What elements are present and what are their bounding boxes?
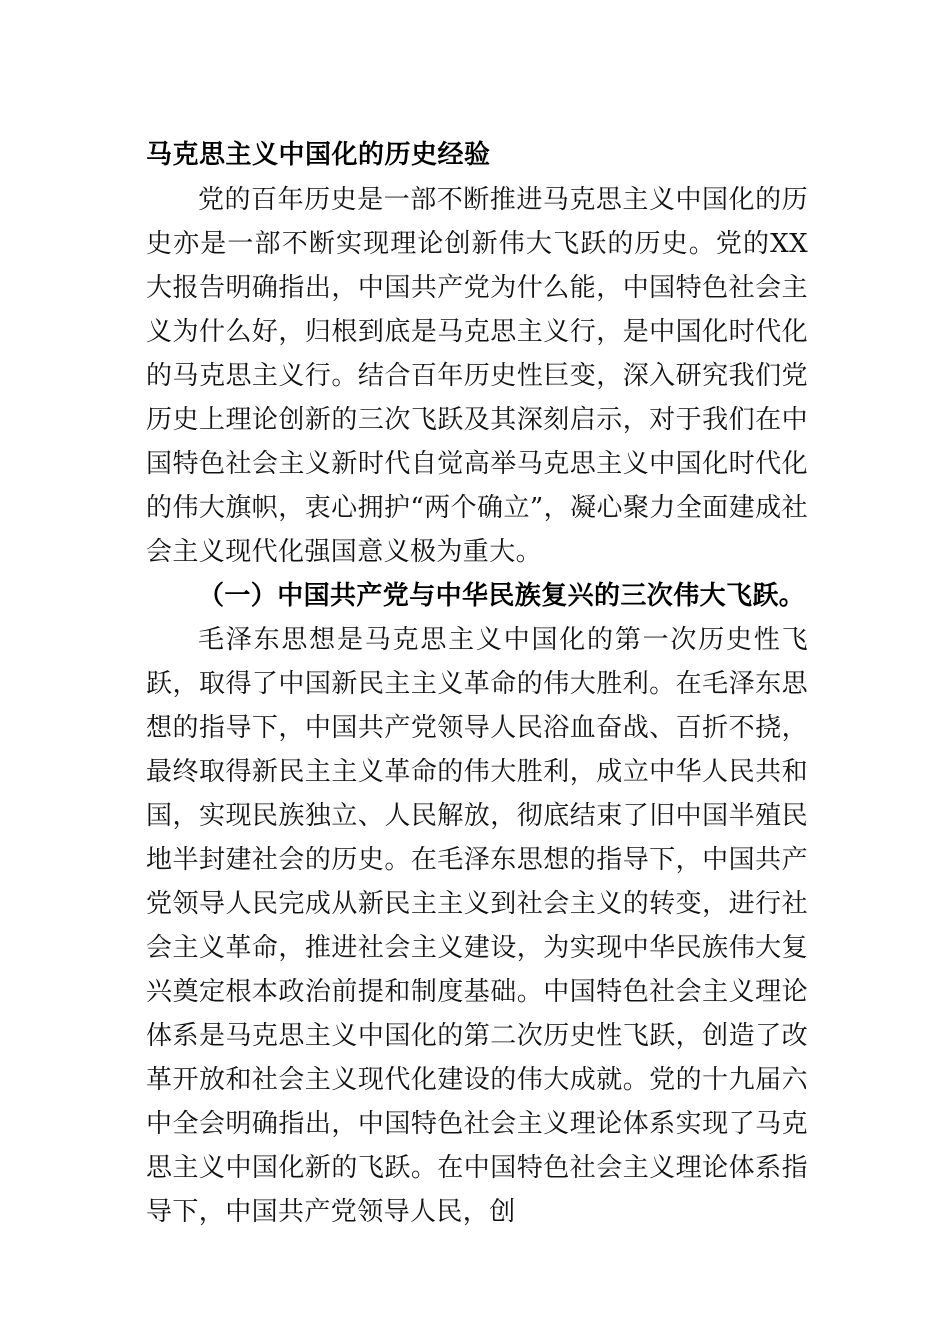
document-title: 马克思主义中国化的历史经验	[146, 140, 491, 170]
document-body	[146, 132, 808, 1234]
intro-paragraph: 党的百年历史是一部不断推进马克思主义中国化的历史亦是一部不断实现理论创新伟大飞跃的历史。党的XX大报告明确指出，中国共产党为什么能，中国特色社会主义为什么好，归根到底是马克思主义行，是中国化时代化的马克思主义行。结合百年历史性巨变，深入研究我们党历史上理论创新的三次飞跃及其深刻启示，对于我们在中国特色社会主义新时代自觉高举马克思主义中国化时代化的伟大旗帜，衷心拥护“两个确立”，凝心聚力全面建成社会主义现代化强国意义极为重大。	[146, 185, 808, 567]
section-heading: （一）中国共产党与中华民族复兴的三次伟大飞跃。	[198, 581, 806, 611]
body-paragraph: 毛泽东思想是马克思主义中国化的第一次历史性飞跃，取得了中国新民主主义革命的伟大胜利。在毛泽东思想的指导下，中国共产党领导人民浴血奋战、百折不挠，最终取得新民主主义革命的伟大胜利，成立中华人民共和国，实现民族独立、人民解放，彻底结束了旧中国半殖民地半封建社会的历史。在毛泽东思想的指导下，中国共产党领导人民完成从新民主主义到社会主义的转变，进行社会主义革命，推进社会主义建设，为实现中华民族伟大复兴奠定根本政治前提和制度基础。中国特色社会主义理论体系是马克思主义中国化的第二次历史性飞跃，创造了改革开放和社会主义现代化建设的伟大成就。党的十九届六中全会明确指出，中国特色社会主义理论体系实现了马克思主义中国化新的飞跃。在中国特色社会主义理论体系指导下，中国共产党领导人民，创	[146, 625, 808, 1227]
